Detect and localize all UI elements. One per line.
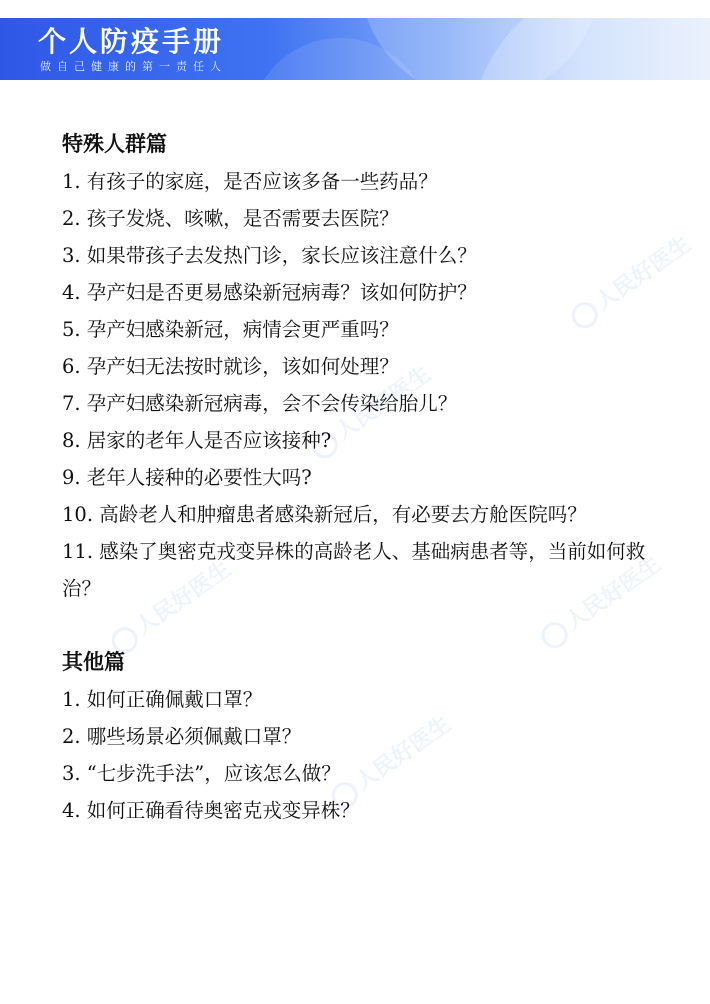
question-item: 1. 有孩子的家庭，是否应该多备一些药品？ bbox=[62, 170, 438, 193]
question-item: 4. 如何正确看待奥密克戎变异株？ bbox=[62, 799, 360, 822]
document-body bbox=[62, 126, 662, 829]
watermark: 人民好医生 bbox=[104, 553, 236, 659]
watermark: 人民好医生 bbox=[304, 358, 436, 464]
question-item: 3. 如果带孩子去发热门诊，家长应该注意什么？ bbox=[62, 244, 477, 267]
header-banner bbox=[0, 18, 710, 80]
question-item: 10. 高龄老人和肿瘤患者感染新冠后，有必要去方舱医院吗？ bbox=[62, 503, 587, 526]
watermark: 人民好医生 bbox=[324, 708, 456, 814]
question-item: 5. 孕产妇感染新冠，病情会更严重吗？ bbox=[62, 318, 399, 341]
question-item: 4. 孕产妇是否更易感染新冠病毒？该如何防护？ bbox=[62, 281, 477, 304]
question-item: 6. 孕产妇无法按时就诊，该如何处理？ bbox=[62, 355, 399, 378]
question-item: 7. 孕产妇感染新冠病毒，会不会传染给胎儿？ bbox=[62, 392, 458, 415]
section-heading: 其他篇 bbox=[62, 650, 125, 674]
question-item: 11. 感染了奥密克戎变异株的高龄老人、基础病患者等，当前如何救治？ bbox=[62, 540, 646, 600]
question-item: 2. 哪些场景必须佩戴口罩？ bbox=[62, 725, 302, 748]
question-item: 3. “七步洗手法”，应该怎么做？ bbox=[62, 762, 341, 785]
watermark: 人民好医生 bbox=[534, 548, 666, 654]
question-item: 1. 如何正确佩戴口罩？ bbox=[62, 688, 263, 711]
section-heading: 特殊人群篇 bbox=[62, 132, 167, 156]
handbook-subtitle: 做自己健康的第一责任人 bbox=[40, 60, 227, 73]
question-item: 9. 老年人接种的必要性大吗? bbox=[62, 466, 312, 489]
handbook-title: 个人防疫手册 bbox=[38, 25, 225, 58]
question-item: 2. 孩子发烧、咳嗽，是否需要去医院？ bbox=[62, 207, 399, 230]
question-item: 8. 居家的老年人是否应该接种? bbox=[62, 429, 332, 452]
section-special-groups bbox=[62, 126, 662, 607]
watermark: 人民好医生 bbox=[564, 228, 696, 334]
section-other bbox=[62, 644, 662, 829]
